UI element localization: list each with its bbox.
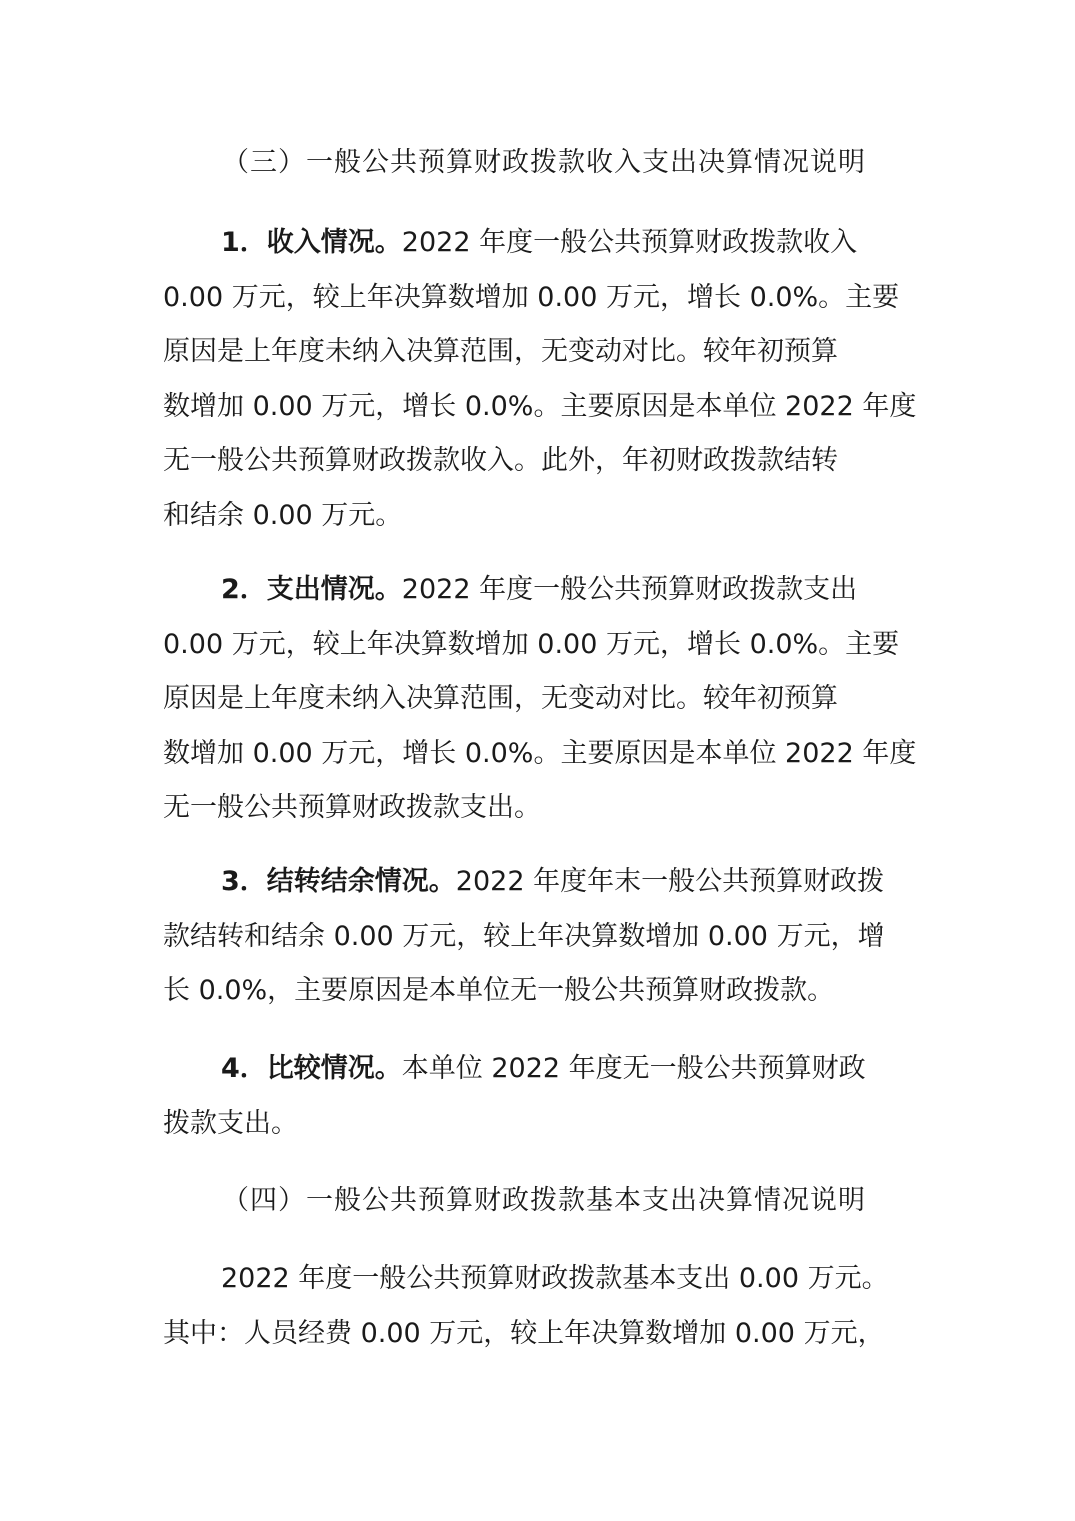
paragraph-carryover xyxy=(163,855,908,1019)
paragraph-lead: 3．结转结余情况。 xyxy=(221,866,456,897)
paragraph-line: 原因是上年度未纳入决算范围，无变动对比。较年初预算 xyxy=(163,336,838,367)
paragraph-line xyxy=(163,1042,908,1097)
paragraph-line: 2022 年度一般公共预算财政拨款基本支出 0.00 万元。 xyxy=(221,1263,889,1294)
paragraph-basic-expenditure xyxy=(163,1252,908,1361)
paragraph-line: 0.00 万元，较上年决算数增加 0.00 万元，增长 0.0%。主要 xyxy=(163,281,900,313)
paragraph-lead: 2．支出情况。 xyxy=(221,574,402,605)
paragraph-lead: 1．收入情况。 xyxy=(221,227,402,258)
section-heading-3: （三）一般公共预算财政拨款收入支出决算情况说明 xyxy=(222,147,866,178)
paragraph-text: 2022 年度一般公共预算财政拨款收入 xyxy=(401,227,858,258)
paragraph-line: 和结余 0.00 万元。 xyxy=(163,499,403,531)
paragraph-lead: 4．比较情况。 xyxy=(221,1053,402,1084)
paragraph-income xyxy=(163,216,917,543)
paragraph-line: 款结转和结余 0.00 万元，较上年决算数增加 0.00 万元，增 xyxy=(163,920,885,952)
paragraph-line xyxy=(163,216,908,271)
paragraph-comparison xyxy=(163,1042,908,1151)
section-heading-4: （四）一般公共预算财政拨款基本支出决算情况说明 xyxy=(222,1185,866,1216)
paragraph-text: 本单位 2022 年度无一般公共预算财政 xyxy=(401,1053,866,1084)
paragraph-text: 2022 年度年末一般公共预算财政拨 xyxy=(455,866,885,897)
paragraph-line: 数增加 0.00 万元，增长 0.0%。主要原因是本单位 2022 年度 xyxy=(163,737,917,769)
paragraph-text: 2022 年度一般公共预算财政拨款支出 xyxy=(401,574,858,605)
paragraph-line: 数增加 0.00 万元，增长 0.0%。主要原因是本单位 2022 年度 xyxy=(163,390,917,422)
paragraph-line: 原因是上年度未纳入决算范围，无变动对比。较年初预算 xyxy=(163,683,838,714)
paragraph-line: 拨款支出。 xyxy=(163,1107,298,1139)
paragraph-line: 长 0.0%，主要原因是本单位无一般公共预算财政拨款。 xyxy=(163,975,835,1006)
paragraph-expenditure xyxy=(163,563,917,836)
paragraph-line: 无一般公共预算财政拨款收入。此外，年初财政拨款结转 xyxy=(163,445,838,476)
paragraph-line: 其中：人员经费 0.00 万元，较上年决算数增加 0.00 万元， xyxy=(163,1317,885,1349)
paragraph-line: 0.00 万元，较上年决算数增加 0.00 万元，增长 0.0%。主要 xyxy=(163,628,900,660)
paragraph-line xyxy=(163,563,908,618)
paragraph-line: 无一般公共预算财政拨款支出。 xyxy=(163,792,541,823)
paragraph-line xyxy=(163,855,908,910)
